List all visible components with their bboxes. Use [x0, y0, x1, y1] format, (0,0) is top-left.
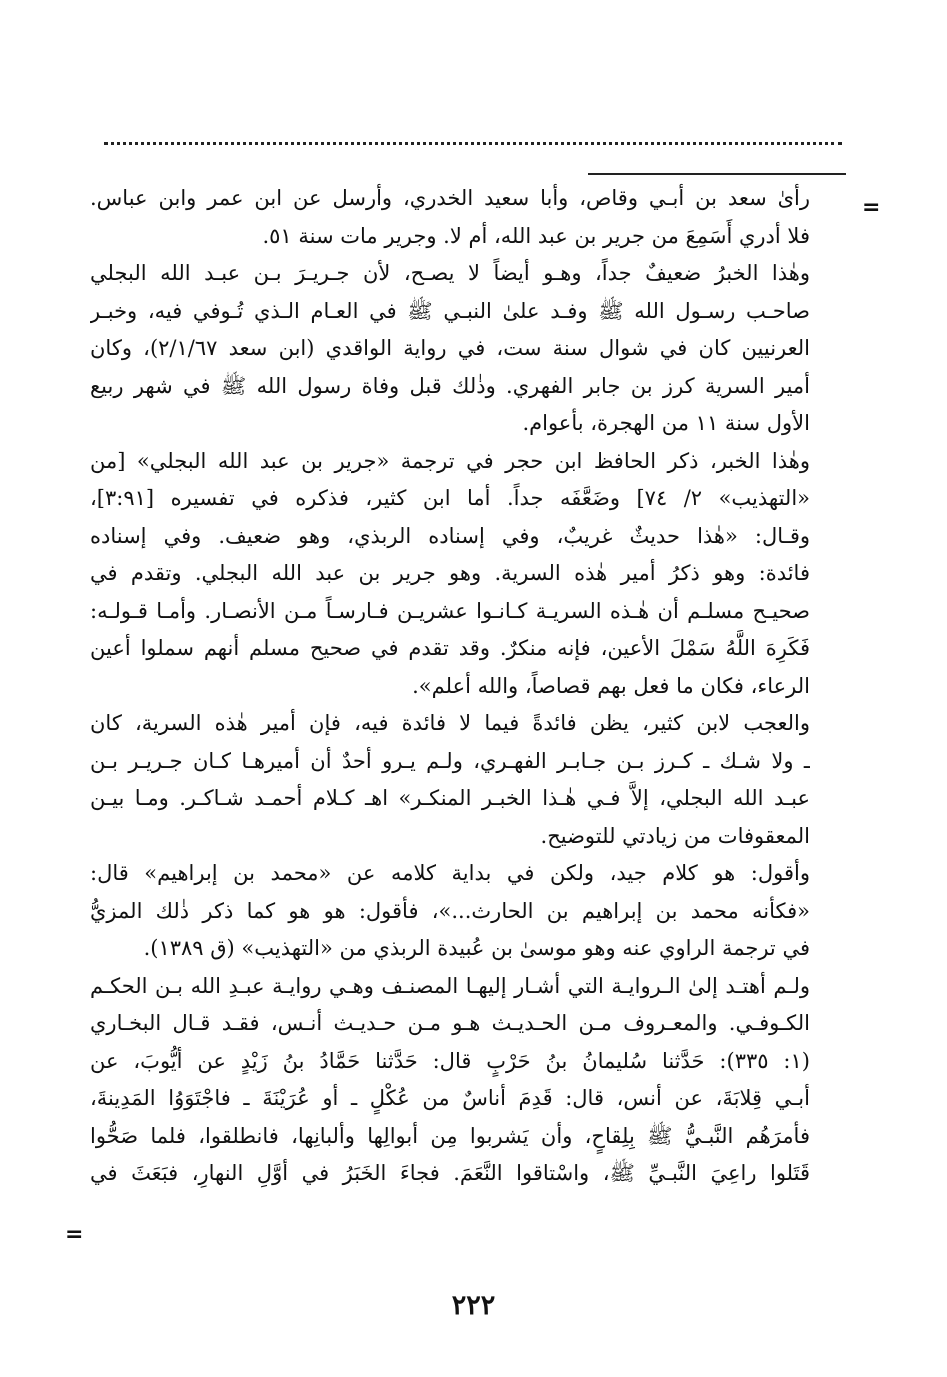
text-line: ولـم أهتـد إلىٰ الـروايـة التي أشـار إليهـا المصنـف وهـي روايـة عبـدِ الله بـن الحكـم	[90, 973, 810, 998]
paragraph	[90, 855, 810, 968]
footnote-rule	[588, 173, 846, 175]
text-line: وأقول: هو كلام جيد، ولكن في بداية كلامه عن «محمد بن إبراهيم» قال:	[90, 861, 810, 885]
continuation-mark-top: =	[862, 195, 881, 220]
paragraph	[90, 180, 810, 255]
text-line: الرعاء، فكان ما فعل بهم قصاصاً، والله أعلم».	[412, 673, 810, 698]
text-line: أبـي قِلابَةَ، عن أنس، قال: قَدِمَ أناسٌ من عُكْلٍ ـ أو عُرَيْنَةَ ـ فاجْتَوَوُا المَدِينةَ،	[90, 1086, 810, 1110]
continuation-mark-bottom: =	[65, 1222, 84, 1247]
text-line: صحيـح مسلـم أن هٰـذه السريـة كـانـوا عشريـن فـارسـاً مـن الأنصـار. وأمـا قـولـه:	[90, 598, 810, 623]
text-line: رأىٰ سعد بن أبـي وقاص، وأبا سعيد الخدري، وأرسل عن ابن عمر وابن عباس.	[90, 186, 810, 210]
text-line: أمير السرية كرز بن جابر الفهري. وذٰلك قبل وفاة رسول الله ﷺ في شهر ربيع	[90, 373, 810, 398]
paragraph	[90, 255, 810, 443]
text-line: عبـد الله البجلي، إلاَّ فـي هٰـذا الخبـر المنكـر» اهـ كـلام أحمـد شـاكـر. ومـا بيـن	[90, 786, 810, 810]
text-line: وهٰذا الخبرُ ضعيفٌ جداً، وهـو أيضاً لا يصـح، لأن جـريـرَ بـن عبـد الله البجلي	[90, 261, 810, 285]
text-line: الكـوفـي. والمعـروف مـن الحـديـث هـو مـن حـديـث أنـس، فقـد قـال البخـاري	[90, 1011, 810, 1035]
text-line: (١: ٣٣٥): حَدَّثنا سُليمانُ بنُ حَرْبٍ قال: حَدَّثنا حَمَّادُ بنُ زَيْدٍ عن أيُّوبَ، عن	[90, 1048, 810, 1073]
text-line: الأول سنة ١١ من الهجرة، بأعوام.	[522, 411, 810, 435]
paragraph	[90, 705, 810, 855]
dotted-separator	[104, 142, 842, 145]
text-line: «فكأنه محمد بن إبراهيم بن الحارث...»، فأقول: هو هو كما ذكر ذٰلك المزيُّ	[90, 898, 810, 923]
text-line: العرنيين كان في شوال سنة ست، في رواية الواقدي (ابن سعد ٢/١/٦٧)، وكان	[90, 336, 810, 360]
text-line: صاحـب رسـول الله ﷺ وفـد علىٰ النبـي ﷺ في العـام الـذي تُـوفي فيه، وخبـر	[90, 298, 810, 323]
text-line: فأمرَهُم النَّبـيُّ ﷺ بِلِقاحٍ، وأن يَشربوا مِن أبوالِها وألبانِها، فانطلقوا، فلما صَحُّوا	[90, 1123, 810, 1148]
paragraph	[90, 443, 810, 706]
text-line: والعجب لابن كثير، يظن فائدةً فيما لا فائدة فيه، فإن أمير هٰذه السرية، كان	[90, 711, 810, 735]
text-line: «التهذيب» ٢/ ٧٤] وضَعَّفَه جداً. أما ابن كثير، فذكره في تفسيره [٣:٩١]،	[90, 486, 810, 510]
text-line: وهٰذا الخبر، ذكر الحافظ ابن حجر في ترجمة «جرير بن عبد الله البجلي» [من	[90, 448, 810, 473]
text-line: فائدة: وهو ذكرُ أمير هٰذه السرية. وهو جرير بن عبد الله البجلي. وتقدم في	[90, 561, 810, 585]
text-line: فَكَرِهَ اللَّهُ سَمْلَ الأعين، فإنه منكرٌ. وقد تقدم في صحيح مسلم أنهم سملوا أعين	[90, 636, 810, 660]
text-line: فلا أدري أَسَمِعَ من جرير بن عبد الله، أم لا. وجرير مات سنة ٥١.	[262, 223, 810, 248]
paragraph	[90, 968, 810, 1193]
text-line: المعقوفات من زيادتي للتوضيح.	[540, 823, 810, 848]
text-line: وقـال: «هٰذا حديثٌ غريبٌ، وفي إسناده الربذي، وهو ضعيف. وفي إسناده	[90, 523, 810, 548]
footnote-text	[90, 180, 810, 1193]
text-line: في ترجمة الراوي عنه وهو موسىٰ بن عُبيدة الربذي من «التهذيب» (ق ١٣٨٩).	[143, 936, 810, 960]
text-line: قَتَلوا راعِيَ النَّبـيِّ ﷺ، واسْتاقوا النَّعَمَ. فجاءَ الخَبَرُ في أوَّلِ النهارِ، فبَعَثَ في	[90, 1161, 810, 1185]
page-number: ٢٢٢	[451, 1290, 496, 1321]
text-line: ـ ولا شـك ـ كـرز بـن جـابـر الفهـري، ولـم يـرو أحدٌ أن أميرهـا كـان جـريـر بـن	[90, 748, 810, 773]
